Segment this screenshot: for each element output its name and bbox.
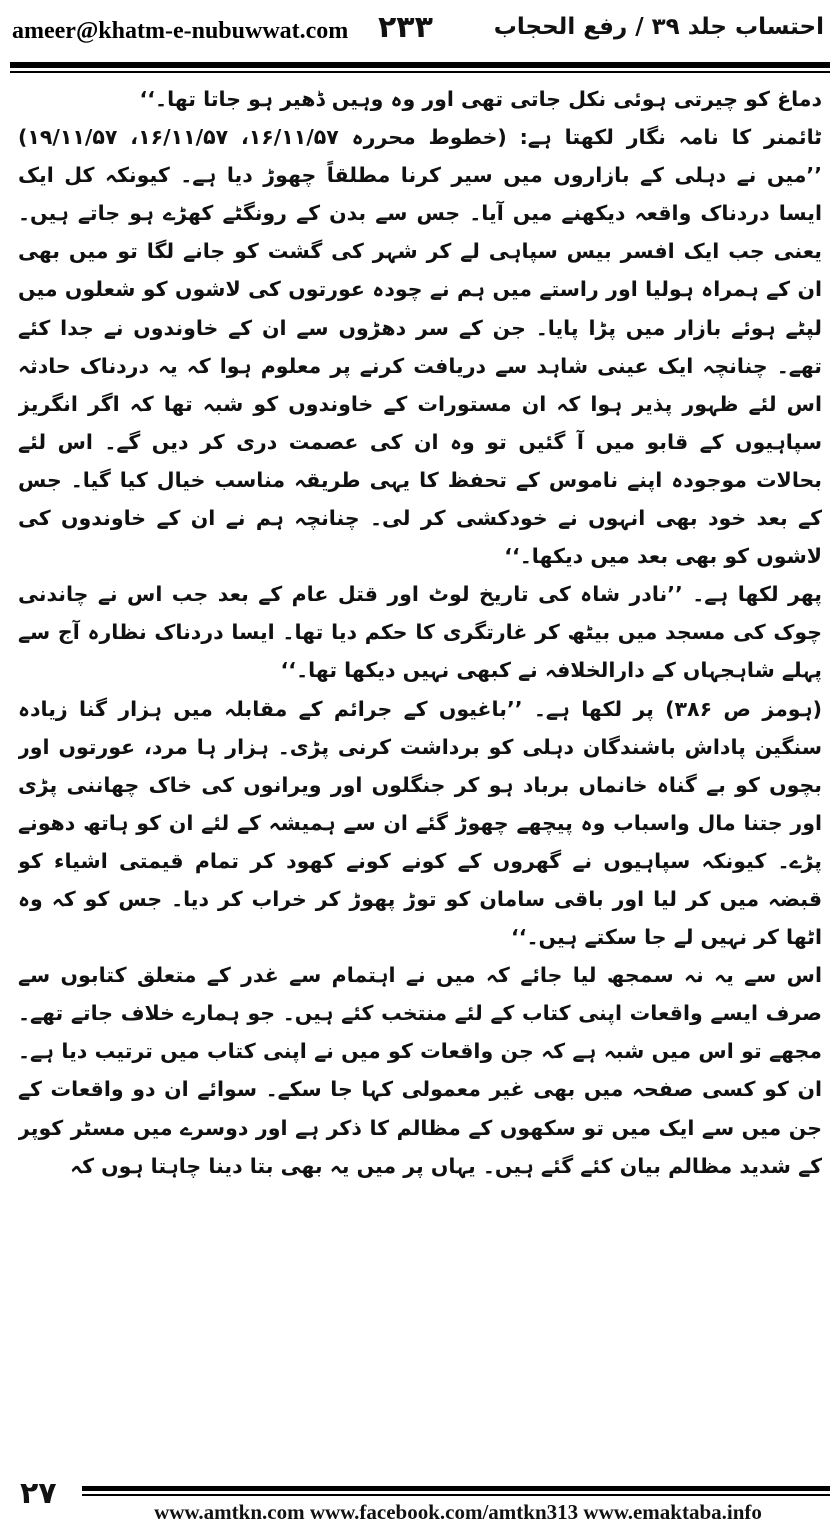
footer-rule (82, 1486, 830, 1491)
footer-urls: www.amtkn.com www.facebook.com/amtkn313 www.emaktaba.info (154, 1500, 762, 1524)
paragraph: پھر لکھا ہے۔ ’’نادر شاہ کی تاریخ لوٹ اور قتل عام کے بعد جب اس نے چاندنی چوک کی مسجد میں بیٹھ کر غارتگری کا حکم دیا تھا۔ ایسا دردناک نظارہ آج سے پہلے شاہجہاں کے دارالخلافہ نے کبھی نہیں دیکھا تھا۔‘‘ (18, 582, 822, 683)
paragraph: ٹائمنر کا نامہ نگار لکھتا ہے: (خطوط محررہ ۱۶/۱۱/۵۷، ۱۶/۱۱/۵۷، ۱۹/۱۱/۵۷) ’’میں نے دہلی کے بازاروں میں سیر کرنا مطلقاً چھوڑ دیا ہے۔ کیونکہ کل ایک ایسا دردناک واقعہ دیکھنے میں آیا۔ جس سے بدن کے رونگٹے کھڑے ہو جاتے ہیں۔ یعنی جب ایک افسر بیس سپاہی لے کر شہر کی گشت کو جانے لگا تو میں بھی ان کے ہمراہ ہولیا اور راستے میں ہم نے چودہ عورتوں کی لاشوں کو شعلوں میں لپٹے ہوئے بازار میں پڑا پایا۔ جن کے سر دھڑوں سے ان کے خاوندوں نے جدا کئے تھے۔ چنانچہ ایک عینی شاہد سے دریافت کرنے پر معلوم ہوا کہ یہ دردناک حادثہ اس لئے ظہور پذیر ہوا کہ ان مستورات کے خاوندوں کو شبہ تھا کہ اگر انگریز سپاہیوں کے قابو میں آ گئیں تو وہ ان کی عصمت دری کر دیں گے۔ اس لئے بحالات موجودہ اپنے ناموس کے تحفظ کا یہی طریقہ مناسب خیال کیا گیا۔ جس کے بعد خود بھی انہوں نے خودکشی کر لی۔ چنانچہ ہم نے ان کے خاوندوں کی لاشوں کو بھی بعد میں دیکھا۔‘‘ (18, 125, 822, 569)
paragraph: (ہومز ص ۳۸۶) پر لکھا ہے۔ ’’باغیوں کے جرائم کے مقابلہ میں ہزار گنا زیادہ سنگین پاداش باشندگان دہلی کو برداشت کرنی پڑی۔ ہزار ہا مرد، عورتوں اور بچوں کو بے گناہ خانماں برباد ہو کر جنگلوں اور ویرانوں کی خاک چھاننی پڑی اور جتنا مال واسباب وہ پیچھے چھوڑ گئے ان سے ہمیشہ کے لئے ان کو ہاتھ دھونے پڑے۔ کیونکہ سپاہیوں نے گھروں کے کونے کونے کھود کر تمام قیمتی اشیاء کو قبضہ میں کر لیا اور باقی سامان کو توڑ پھوڑ کر خراب کر دیا۔ جس کو کہ وہ اٹھا کر نہیں لے جا سکتے ہیں۔‘‘ (18, 696, 822, 950)
footer-page-number: ۲۷ (20, 1476, 57, 1511)
footer-rule-thin (82, 1494, 830, 1496)
header-book-title: احتساب جلد ۳۹ / رفع الحجاب (493, 14, 824, 40)
header-rule (10, 62, 830, 68)
header-email: ameer@khatm-e-nubuwwat.com (12, 18, 349, 44)
header-rule-thin (10, 71, 830, 73)
page-footer (0, 1470, 840, 1540)
paragraph: دماغ کو چیرتی ہوئی نکل جاتی تھی اور وہ وہیں ڈھیر ہو جاتا تھا۔‘‘ (139, 87, 822, 111)
page-body (18, 80, 822, 1460)
page-header (0, 0, 840, 62)
header-page-number: ۲۳۳ (378, 10, 433, 45)
paragraph: اس سے یہ نہ سمجھ لیا جائے کہ میں نے اہتمام سے غدر کے متعلق کتابوں سے صرف ایسے واقعات اپنی کتاب کے لئے منتخب کئے ہیں۔ جو ہمارے خلاف جاتے تھے۔ مجھے تو اس میں شبہ ہے کہ جن واقعات کو میں نے اپنی کتاب میں ترتیب دیا ہے۔ ان کو کسی صفحہ میں بھی غیر معمولی کہا جا سکے۔ سوائے ان دو واقعات کے جن میں سے ایک میں تو سکھوں کے مظالم کا ذکر ہے اور دوسرے میں مسٹر کوپر کے شدید مظالم بیان کئے گئے ہیں۔ یہاں پر میں یہ بھی بتا دینا چاہتا ہوں کہ (18, 963, 822, 1178)
